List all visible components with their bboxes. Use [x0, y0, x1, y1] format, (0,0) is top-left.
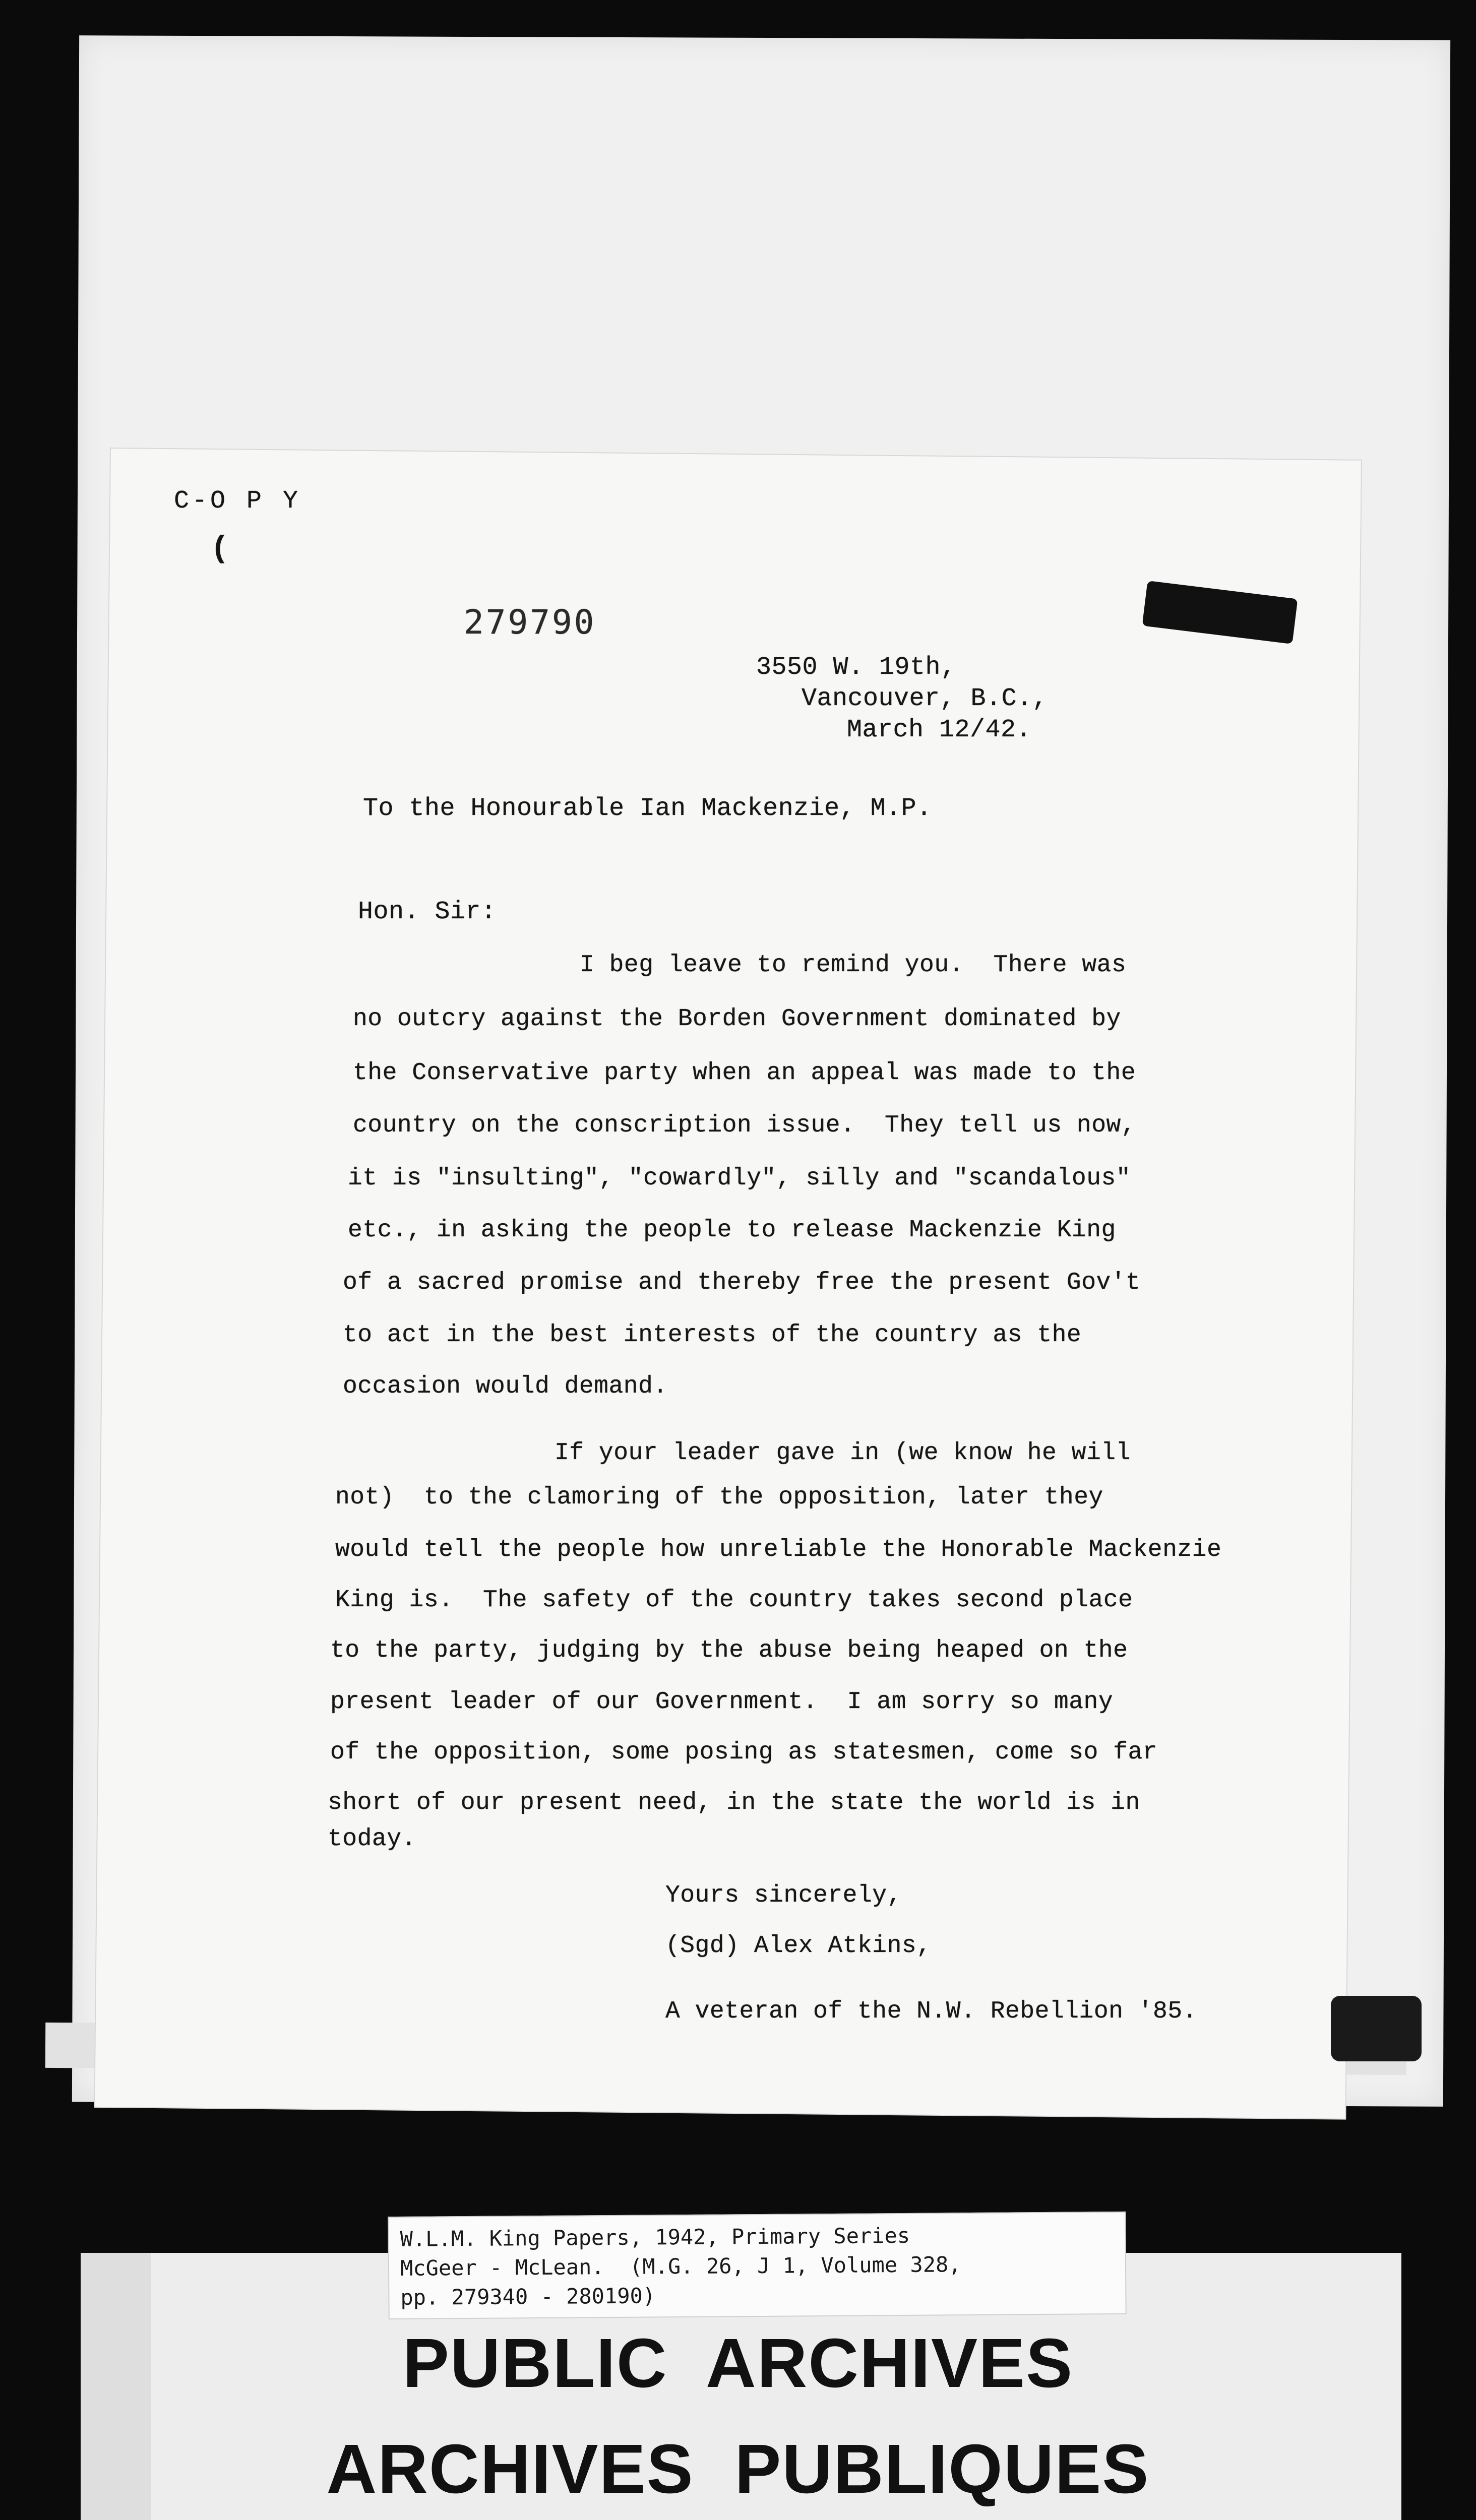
paragraph-1-line: the Conservative party when an appeal was made to the [353, 1059, 1136, 1087]
archive-label-line-2: McGeer - McLean. (M.G. 26, J 1, Volume 328, [400, 2252, 961, 2281]
paragraph-2-line: would tell the people how unreliable the Honorable Mackenzie [335, 1536, 1222, 1563]
paragraph-1-line: occasion would demand. [343, 1373, 668, 1400]
copy-mark: C-O P Y [174, 487, 301, 516]
paragraph-1-line: I beg leave to remind you. There was [580, 952, 1127, 979]
paragraph-1-line: etc., in asking the people to release Mackenzie King [348, 1217, 1116, 1244]
paragraph-2-line: not) to the clamoring of the opposition, later they [335, 1484, 1103, 1511]
archive-stamp-english: PUBLIC ARCHIVES [402, 2324, 1074, 2402]
archive-stamp-french: ARCHIVES PUBLIQUES [326, 2430, 1150, 2508]
paragraph-2-line: short of our present need, in the state the world is in [328, 1789, 1140, 1816]
paragraph-1-line: no outcry against the Borden Government dominated by [353, 1005, 1121, 1033]
address-line-3: March 12/42. [847, 716, 1032, 744]
archive-reference-label [388, 2212, 1126, 2319]
archive-label-line-3: pp. 279340 - 280190) [400, 2283, 656, 2310]
paragraph-2-line: King is. The safety of the country takes second place [335, 1587, 1133, 1614]
paragraph-2-line: to the party, judging by the abuse being heaped on the [330, 1637, 1128, 1664]
paragraph-1-line: country on the conscription issue. They tell us now, [353, 1112, 1136, 1139]
recipient-line: To the Honourable Ian Mackenzie, M.P. [363, 794, 932, 823]
archive-label-line-1: W.L.M. King Papers, 1942, Primary Series [400, 2223, 910, 2251]
address-line-2: Vancouver, B.C., [802, 684, 1048, 713]
paragraph-2-line: of the opposition, some posing as statesmen, come so far [330, 1739, 1158, 1766]
paragraph-2-line: today. [328, 1825, 416, 1853]
paragraph-1-line: to act in the best interests of the country as the [343, 1321, 1082, 1349]
document-number: 279790 [464, 603, 596, 642]
paragraph-2-line: If your leader gave in (we know he will [555, 1439, 1131, 1467]
paragraph-1-line: of a sacred promise and thereby free the present Gov't [343, 1269, 1141, 1296]
paragraph-1-line: it is "insulting", "cowardly", silly and "scandalous" [348, 1165, 1131, 1192]
closing: Yours sincerely, [665, 1882, 902, 1909]
page-clip [1331, 1996, 1422, 2061]
signature: (Sgd) Alex Atkins, [665, 1932, 932, 1960]
address-line-1: 3550 W. 19th, [756, 653, 956, 682]
postscript: A veteran of the N.W. Rebellion '85. [665, 1998, 1197, 2025]
greeting: Hon. Sir: [358, 898, 497, 926]
paragraph-2-line: present leader of our Government. I am sorry so many [330, 1688, 1114, 1716]
copy-tick-mark: ( [211, 532, 229, 566]
